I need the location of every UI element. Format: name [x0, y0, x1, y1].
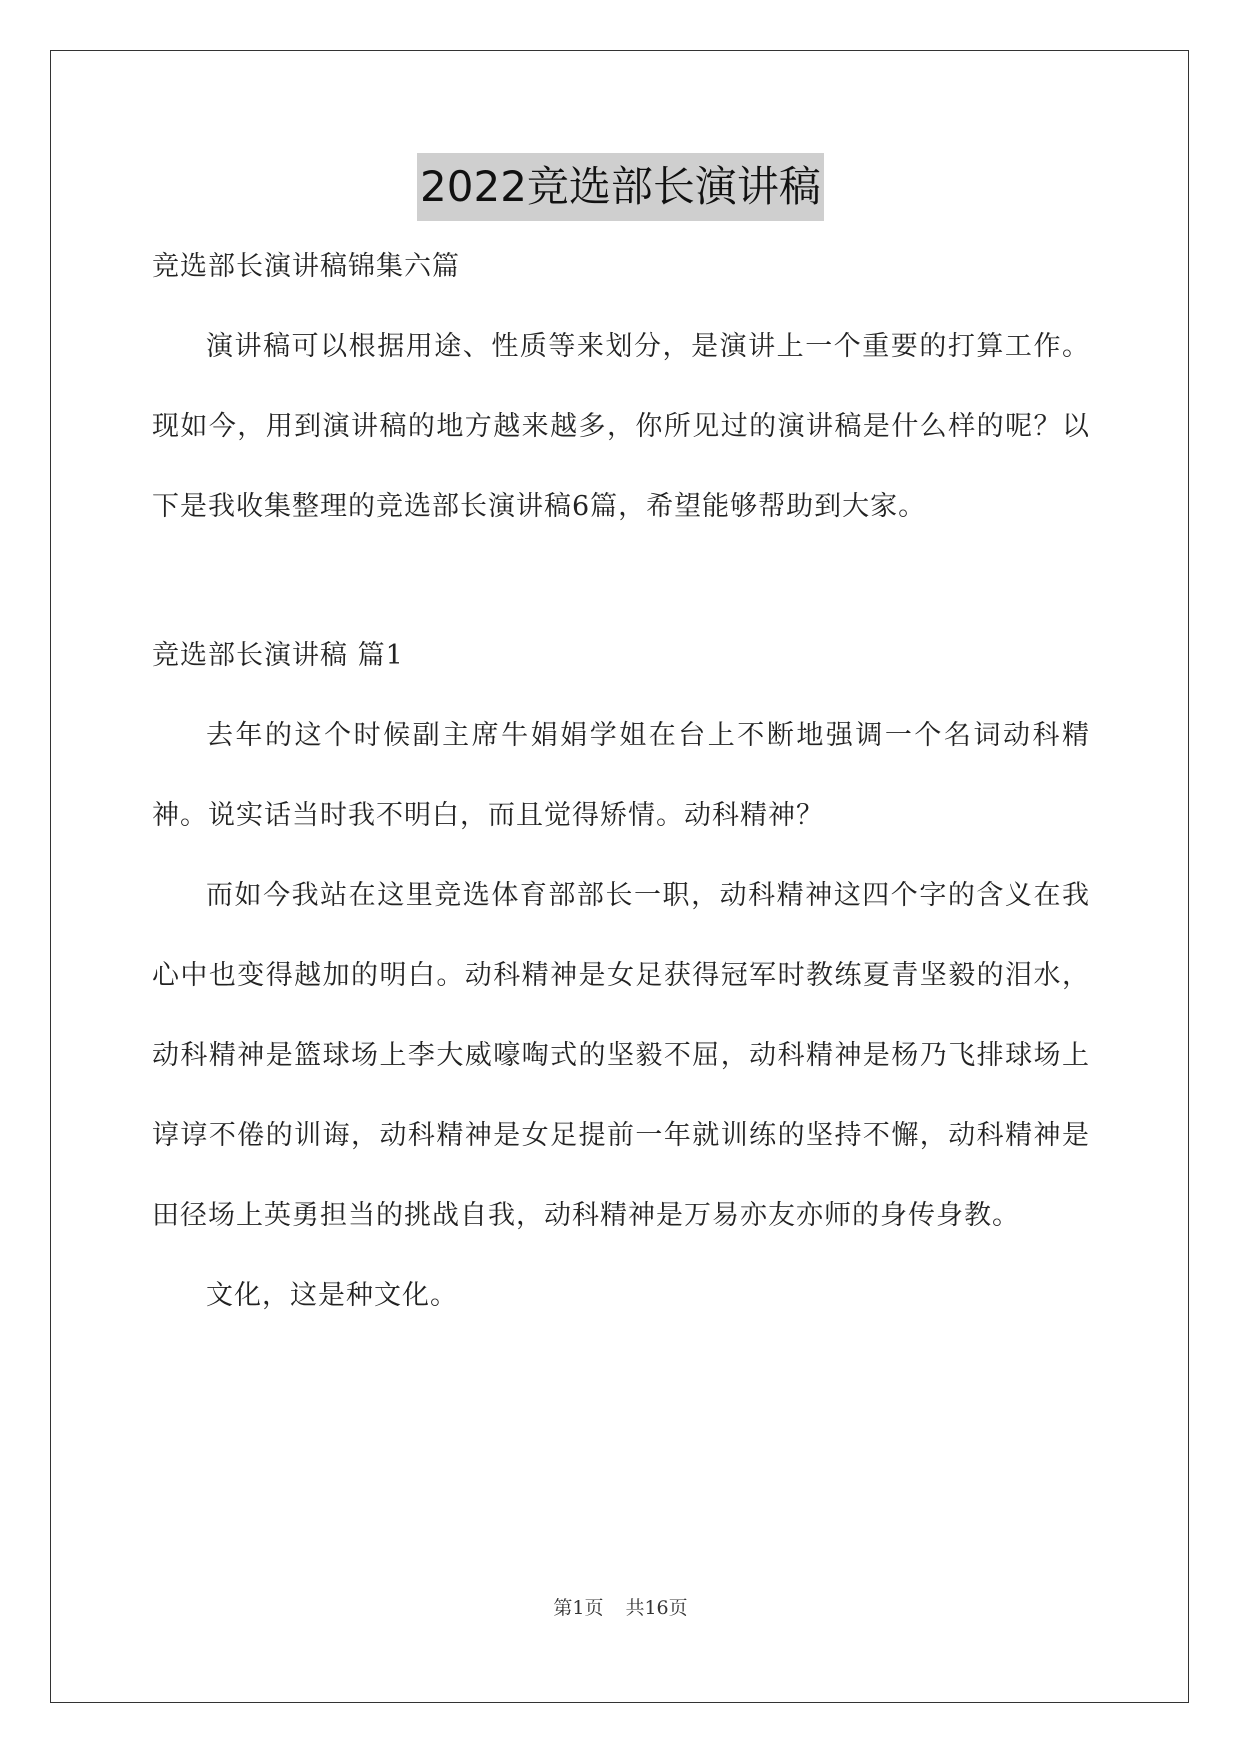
intro-paragraph: 演讲稿可以根据用途、性质等来划分，是演讲上一个重要的打算工作。现如今，用到演讲稿的地方越来越多，你所见过的演讲稿是什么样的呢？以下是我收集整理的竞选部长演讲稿6篇，希望能够帮助到大家。	[152, 331, 1090, 522]
document-body	[152, 227, 1090, 1336]
document-subtitle: 竞选部长演讲稿锦集六篇	[152, 251, 460, 282]
page-footer	[0, 1593, 1241, 1623]
section-spacer	[152, 547, 1090, 616]
document-title	[0, 153, 1241, 221]
page-number-total: 共16页	[625, 1597, 688, 1619]
body-paragraph-3: 文化，这是种文化。	[206, 1280, 458, 1311]
document-title-text: 2022竞选部长演讲稿	[417, 153, 824, 221]
section-heading: 竞选部长演讲稿 篇1	[152, 640, 404, 671]
body-paragraph-1: 去年的这个时候副主席牛娟娟学姐在台上不断地强调一个名词动科精神。说实话当时我不明白，而且觉得矫情。动科精神？	[152, 720, 1090, 831]
page-number-current: 第1页	[553, 1597, 604, 1619]
body-paragraph-2: 而如今我站在这里竞选体育部部长一职，动科精神这四个字的含义在我心中也变得越加的明白。动科精神是女足获得冠军时教练夏青坚毅的泪水，动科精神是篮球场上李大威嚎啕式的坚毅不屈，动科精神是杨乃飞排球场上谆谆不倦的训诲，动科精神是女足提前一年就训练的坚持不懈，动科精神是田径场上英勇担当的挑战自我，动科精神是万易亦友亦师的身传身教。	[152, 880, 1090, 1231]
